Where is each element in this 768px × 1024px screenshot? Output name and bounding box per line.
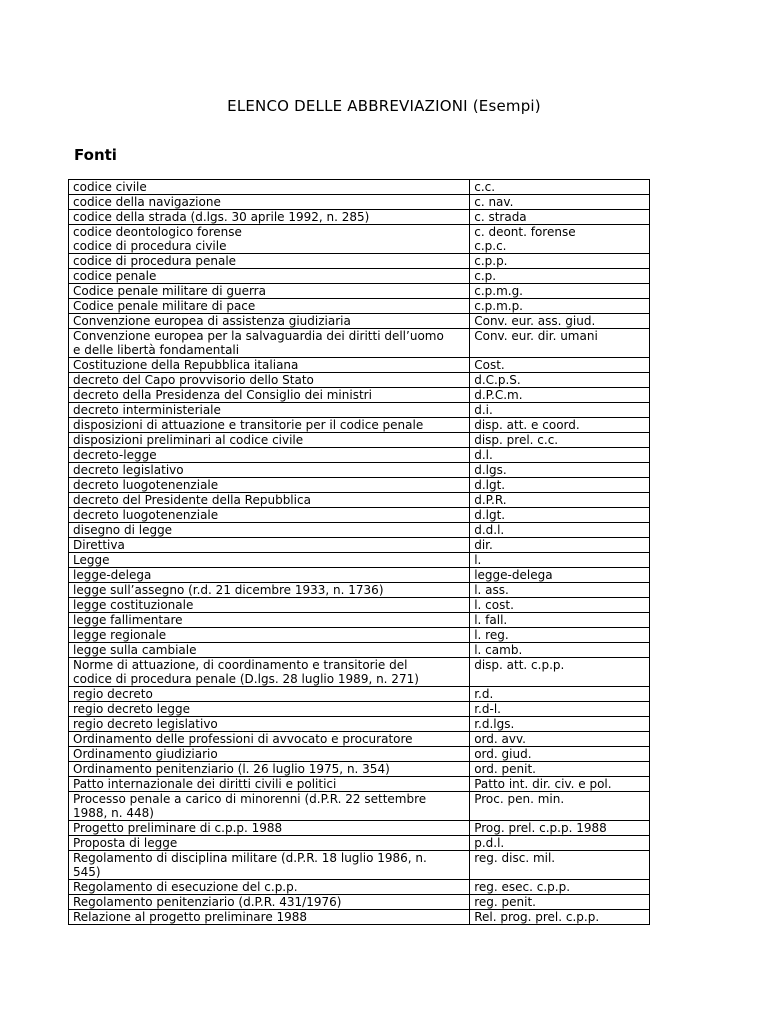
abbreviation-cell: Rel. prog. prel. c.p.p.	[470, 910, 650, 925]
source-name-cell: regio decreto	[69, 687, 470, 702]
table-row	[69, 643, 650, 658]
abbreviation-cell: c.c.	[470, 180, 650, 195]
abbreviation-cell: reg. penit.	[470, 895, 650, 910]
abbreviation-cell: c.p.	[470, 269, 650, 284]
source-name-cell: Ordinamento giudiziario	[69, 747, 470, 762]
abbreviation-cell: reg. esec. c.p.p.	[470, 880, 650, 895]
table-row	[69, 210, 650, 225]
table-row	[69, 388, 650, 403]
abbreviation-cell: d.lgs.	[470, 463, 650, 478]
abbreviation-cell: d.C.p.S.	[470, 373, 650, 388]
table-row	[69, 895, 650, 910]
source-name-cell: decreto interministeriale	[69, 403, 470, 418]
table-row	[69, 628, 650, 643]
abbreviation-cell: p.d.l.	[470, 836, 650, 851]
table-row	[69, 284, 650, 299]
source-name-cell: decreto-legge	[69, 448, 470, 463]
table-row	[69, 225, 650, 254]
abbreviation-cell: Conv. eur. ass. giud.	[470, 314, 650, 329]
abbreviation-cell: l. ass.	[470, 583, 650, 598]
table-row	[69, 762, 650, 777]
abbreviation-cell: c. strada	[470, 210, 650, 225]
table-row	[69, 553, 650, 568]
abbreviation-cell: c.p.p.	[470, 254, 650, 269]
table-row	[69, 910, 650, 925]
abbreviation-cell: disp. att. c.p.p.	[470, 658, 650, 687]
abbreviation-cell: disp. att. e coord.	[470, 418, 650, 433]
abbreviation-cell: d.P.R.	[470, 493, 650, 508]
table-row	[69, 880, 650, 895]
table-row	[69, 598, 650, 613]
table-row	[69, 747, 650, 762]
abbreviation-cell: r.d.	[470, 687, 650, 702]
source-name-cell: codice della navigazione	[69, 195, 470, 210]
table-row	[69, 583, 650, 598]
source-name-cell: regio decreto legge	[69, 702, 470, 717]
abbreviation-cell: l. reg.	[470, 628, 650, 643]
table-row	[69, 792, 650, 821]
table-row	[69, 821, 650, 836]
source-name-cell: Convenzione europea per la salvaguardia dei diritti dell’uomo e delle libertà fondamentali	[69, 329, 470, 358]
source-name-cell: decreto del Capo provvisorio dello Stato	[69, 373, 470, 388]
table-row	[69, 180, 650, 195]
abbreviation-cell: l. camb.	[470, 643, 650, 658]
table-row	[69, 702, 650, 717]
source-name-cell: disegno di legge	[69, 523, 470, 538]
abbreviation-cell: l. fall.	[470, 613, 650, 628]
abbreviation-cell: c.p.m.g.	[470, 284, 650, 299]
abbreviation-cell: d.l.	[470, 448, 650, 463]
table-row	[69, 373, 650, 388]
source-name-cell: Direttiva	[69, 538, 470, 553]
source-name-cell: disposizioni preliminari al codice civile	[69, 433, 470, 448]
table-row	[69, 836, 650, 851]
abbreviation-cell: ord. penit.	[470, 762, 650, 777]
abbreviation-cell: d.lgt.	[470, 478, 650, 493]
source-name-cell: Norme di attuazione, di coordinamento e transitorie del codice di procedura penale (D.lgs. 28 luglio 1989, n. 271)	[69, 658, 470, 687]
source-name-cell: decreto legislativo	[69, 463, 470, 478]
abbreviation-cell: Proc. pen. min.	[470, 792, 650, 821]
abbreviation-cell: r.d-l.	[470, 702, 650, 717]
abbreviation-cell: Cost.	[470, 358, 650, 373]
abbreviation-cell: Patto int. dir. civ. e pol.	[470, 777, 650, 792]
table-row	[69, 687, 650, 702]
source-name-cell: Convenzione europea di assistenza giudiziaria	[69, 314, 470, 329]
source-name-cell: codice deontologico forense codice di procedura civile	[69, 225, 470, 254]
source-name-cell: legge-delega	[69, 568, 470, 583]
source-name-cell: Patto internazionale dei diritti civili e politici	[69, 777, 470, 792]
table-row	[69, 299, 650, 314]
source-name-cell: decreto luogotenenziale	[69, 508, 470, 523]
source-name-cell: codice penale	[69, 269, 470, 284]
abbreviation-cell: c.p.m.p.	[470, 299, 650, 314]
abbreviation-cell: d.lgt.	[470, 508, 650, 523]
source-name-cell: disposizioni di attuazione e transitorie per il codice penale	[69, 418, 470, 433]
abbreviation-cell: d.i.	[470, 403, 650, 418]
table-row	[69, 538, 650, 553]
table-row	[69, 493, 650, 508]
section-heading: Fonti	[74, 146, 117, 164]
abbreviation-cell: disp. prel. c.c.	[470, 433, 650, 448]
table-row	[69, 269, 650, 284]
source-name-cell: decreto del Presidente della Repubblica	[69, 493, 470, 508]
table-row	[69, 403, 650, 418]
source-name-cell: Ordinamento penitenziario (l. 26 luglio 1975, n. 354)	[69, 762, 470, 777]
abbreviation-cell: d.P.C.m.	[470, 388, 650, 403]
source-name-cell: Regolamento penitenziario (d.P.R. 431/1976)	[69, 895, 470, 910]
abbreviation-cell: dir.	[470, 538, 650, 553]
source-name-cell: Codice penale militare di pace	[69, 299, 470, 314]
table-row	[69, 463, 650, 478]
table-row	[69, 613, 650, 628]
table-row	[69, 717, 650, 732]
source-name-cell: Codice penale militare di guerra	[69, 284, 470, 299]
source-name-cell: legge costituzionale	[69, 598, 470, 613]
table-row	[69, 418, 650, 433]
source-name-cell: regio decreto legislativo	[69, 717, 470, 732]
source-name-cell: Regolamento di esecuzione del c.p.p.	[69, 880, 470, 895]
abbreviation-cell: c. nav.	[470, 195, 650, 210]
abbreviation-cell: r.d.lgs.	[470, 717, 650, 732]
abbreviation-cell: ord. giud.	[470, 747, 650, 762]
source-name-cell: codice di procedura penale	[69, 254, 470, 269]
abbreviations-table-body	[69, 180, 650, 925]
abbreviation-cell: Prog. prel. c.p.p. 1988	[470, 821, 650, 836]
source-name-cell: codice della strada (d.lgs. 30 aprile 1992, n. 285)	[69, 210, 470, 225]
source-name-cell: legge sulla cambiale	[69, 643, 470, 658]
abbreviation-cell: c. deont. forense c.p.c.	[470, 225, 650, 254]
abbreviation-cell: l.	[470, 553, 650, 568]
source-name-cell: Legge	[69, 553, 470, 568]
abbreviations-table	[68, 179, 650, 925]
source-name-cell: Processo penale a carico di minorenni (d.P.R. 22 settembre 1988, n. 448)	[69, 792, 470, 821]
table-row	[69, 851, 650, 880]
source-name-cell: codice civile	[69, 180, 470, 195]
table-row	[69, 329, 650, 358]
table-row	[69, 195, 650, 210]
source-name-cell: Progetto preliminare di c.p.p. 1988	[69, 821, 470, 836]
table-row	[69, 254, 650, 269]
table-row	[69, 732, 650, 747]
source-name-cell: Ordinamento delle professioni di avvocato e procuratore	[69, 732, 470, 747]
table-row	[69, 777, 650, 792]
source-name-cell: decreto luogotenenziale	[69, 478, 470, 493]
abbreviation-cell: legge-delega	[470, 568, 650, 583]
table-row	[69, 478, 650, 493]
table-row	[69, 508, 650, 523]
abbreviation-cell: ord. avv.	[470, 732, 650, 747]
abbreviation-cell: d.d.l.	[470, 523, 650, 538]
table-row	[69, 358, 650, 373]
source-name-cell: Regolamento di disciplina militare (d.P.R. 18 luglio 1986, n. 545)	[69, 851, 470, 880]
abbreviation-cell: reg. disc. mil.	[470, 851, 650, 880]
abbreviation-cell: l. cost.	[470, 598, 650, 613]
source-name-cell: Costituzione della Repubblica italiana	[69, 358, 470, 373]
source-name-cell: legge regionale	[69, 628, 470, 643]
table-row	[69, 658, 650, 687]
source-name-cell: legge fallimentare	[69, 613, 470, 628]
table-row	[69, 523, 650, 538]
table-row	[69, 568, 650, 583]
source-name-cell: legge sull’assegno (r.d. 21 dicembre 1933, n. 1736)	[69, 583, 470, 598]
table-row	[69, 314, 650, 329]
page-title: ELENCO DELLE ABBREVIAZIONI (Esempi)	[227, 97, 541, 115]
abbreviation-cell: Conv. eur. dir. umani	[470, 329, 650, 358]
source-name-cell: decreto della Presidenza del Consiglio dei ministri	[69, 388, 470, 403]
table-row	[69, 448, 650, 463]
source-name-cell: Proposta di legge	[69, 836, 470, 851]
source-name-cell: Relazione al progetto preliminare 1988	[69, 910, 470, 925]
table-row	[69, 433, 650, 448]
